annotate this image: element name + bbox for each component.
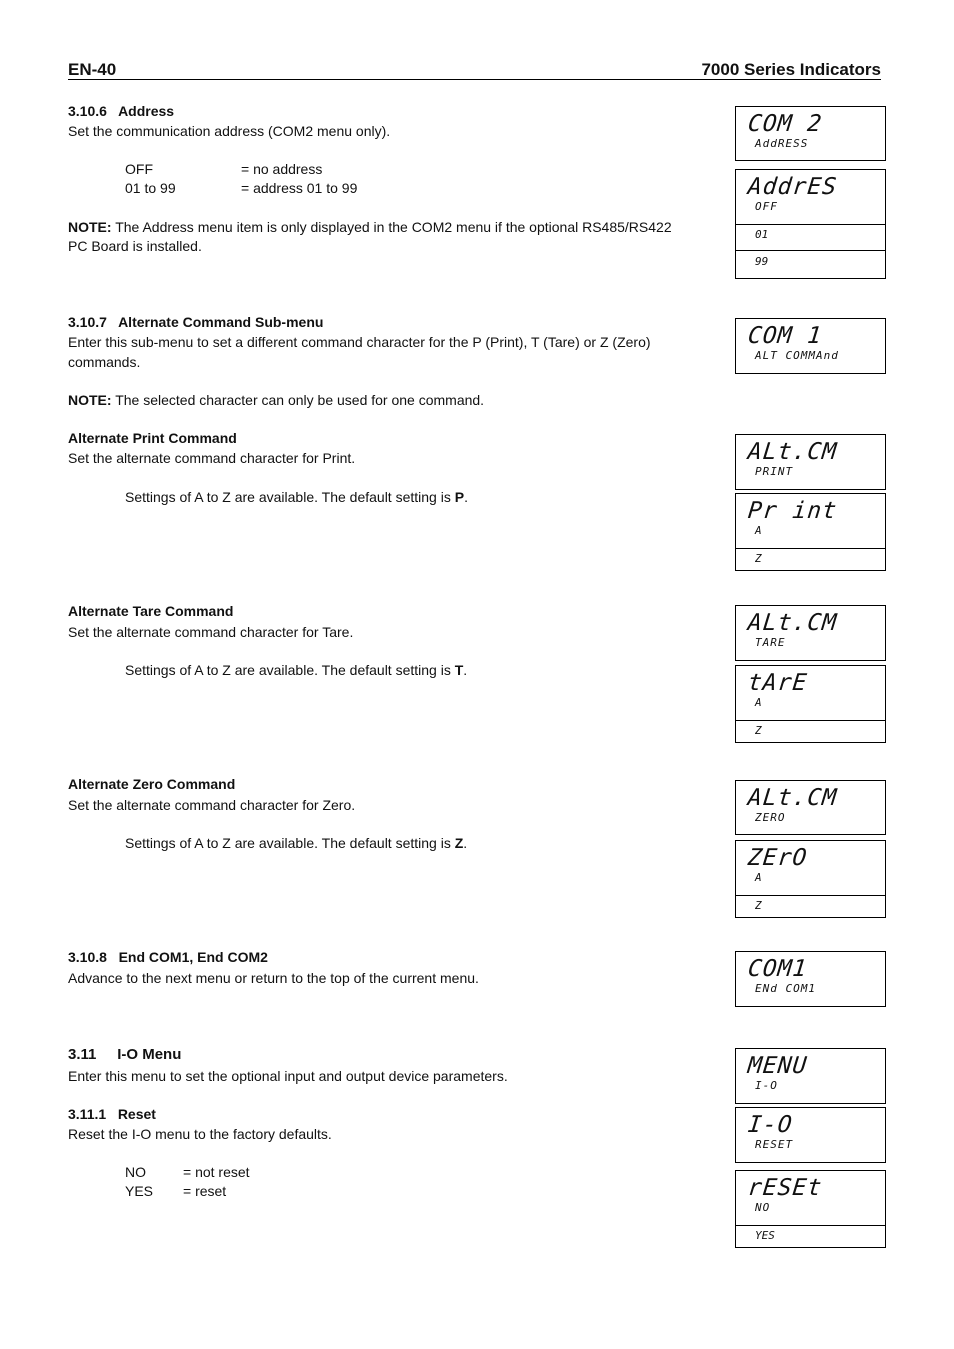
lcd-display-com2: [735, 106, 886, 161]
lcd-main-text: ALt.CM: [746, 785, 839, 811]
lcd-display-altcm-tare: [735, 605, 886, 661]
lcd-display-end-com1: [735, 951, 886, 1007]
tare-settings: [125, 661, 467, 680]
section-heading-reset: 3.11.1 Reset: [68, 1106, 156, 1122]
period: .: [463, 662, 468, 678]
section-description: Set the communication address (COM2 menu only).: [68, 123, 391, 139]
default-value: T: [454, 662, 464, 678]
lcd-sub-text: TARE: [755, 636, 786, 649]
lcd-display-zero: [735, 840, 886, 896]
lcd-sub-text: RESET: [755, 1138, 794, 1151]
lcd-option-text: 99: [755, 255, 769, 268]
note-label: NOTE:: [68, 219, 112, 235]
lcd-sub-text: I-O: [755, 1079, 778, 1092]
note-text: The selected character can only be used for one command.: [111, 392, 485, 408]
lcd-main-text: MENU: [746, 1053, 809, 1079]
lcd-main-text: rESEt: [746, 1175, 824, 1201]
lcd-main-text: tArE: [746, 670, 809, 696]
lcd-option-row: [735, 895, 886, 918]
lcd-option-text: Z: [755, 552, 762, 565]
lcd-display-menu-io: [735, 1048, 886, 1104]
lcd-sub-text: NO: [755, 1201, 771, 1214]
settings-text: Settings of A to Z are available. The default setting is: [125, 489, 455, 505]
lcd-display-reset: [735, 1170, 886, 1226]
lcd-main-text: ALt.CM: [746, 439, 839, 465]
lcd-display-altcm-print: [735, 434, 886, 490]
page-number: EN-40: [68, 60, 117, 79]
note-alt-command: [68, 391, 484, 410]
default-value: Z: [454, 835, 464, 851]
option-key: YES: [125, 1183, 154, 1199]
lcd-option-text: Z: [755, 724, 762, 737]
section-heading-address: 3.10.6 Address: [68, 103, 175, 119]
lcd-option-text: YES: [755, 1229, 775, 1242]
subheading-tare: Alternate Tare Command: [68, 603, 234, 619]
section-heading-alt-command: 3.10.7 Alternate Command Sub-menu: [68, 314, 324, 330]
lcd-sub-text: AddRESS: [755, 137, 809, 150]
lcd-display-com1-alt: [735, 318, 886, 374]
lcd-option-row: [735, 251, 886, 279]
lcd-display-tare: [735, 665, 886, 721]
lcd-main-text: Pr int: [746, 498, 839, 524]
default-value: P: [454, 489, 465, 505]
settings-text: Settings of A to Z are available. The default setting is: [125, 835, 455, 851]
option-key: OFF: [125, 161, 153, 177]
period: .: [463, 835, 468, 851]
lcd-main-text: AddrES: [746, 174, 839, 200]
document-title: 7000 Series Indicators: [701, 60, 881, 79]
lcd-display-address: [735, 169, 886, 225]
lcd-main-text: I-O: [746, 1112, 794, 1138]
zero-description: Set the alternate command character for Zero.: [68, 797, 356, 813]
period: .: [464, 489, 468, 505]
option-value: = not reset: [183, 1164, 250, 1180]
lcd-sub-text: A: [755, 871, 763, 884]
section-description: Reset the I-O menu to the factory defaults.: [68, 1126, 332, 1142]
lcd-option-text: Z: [755, 899, 762, 912]
lcd-main-text: COM 1: [746, 323, 824, 349]
lcd-display-io-reset: [735, 1107, 886, 1163]
lcd-option-row: [735, 1225, 886, 1248]
lcd-sub-text: ENd COM1: [755, 982, 816, 995]
lcd-main-text: COM 2: [746, 111, 824, 137]
lcd-sub-text: OFF: [755, 200, 778, 213]
lcd-display-altcm-zero: [735, 780, 886, 835]
zero-settings: [125, 834, 467, 853]
lcd-option-row: [735, 548, 886, 571]
subheading-print: Alternate Print Command: [68, 430, 237, 446]
note-text: The Address menu item is only displayed in the COM2 menu if the optional RS485/RS422: [111, 219, 672, 235]
print-settings: [125, 488, 468, 507]
section-description: Enter this menu to set the optional input and output device parameters.: [68, 1068, 508, 1084]
tare-description: Set the alternate command character for Tare.: [68, 624, 354, 640]
print-description: Set the alternate command character for Print.: [68, 450, 356, 466]
note-address: [68, 218, 672, 237]
lcd-sub-text: A: [755, 524, 763, 537]
lcd-option-row: [735, 224, 886, 251]
lcd-sub-text: PRINT: [755, 465, 794, 478]
option-value: = reset: [183, 1183, 227, 1199]
lcd-sub-text: ZERO: [755, 811, 786, 824]
subheading-zero: Alternate Zero Command: [68, 776, 236, 792]
settings-text: Settings of A to Z are available. The default setting is: [125, 662, 455, 678]
option-key: NO: [125, 1164, 146, 1180]
option-key: 01 to 99: [125, 180, 176, 196]
lcd-option-row: [735, 720, 886, 743]
section-description: Advance to the next menu or return to the top of the current menu.: [68, 970, 479, 986]
section-description-cont: commands.: [68, 354, 141, 370]
option-value: = no address: [241, 161, 323, 177]
section-heading-io-menu: 3.11 I-O Menu: [68, 1046, 182, 1063]
lcd-main-text: ALt.CM: [746, 610, 839, 636]
lcd-main-text: COM1: [746, 956, 809, 982]
note-label: NOTE:: [68, 392, 112, 408]
note-text-cont: PC Board is installed.: [68, 238, 202, 254]
section-description: Enter this sub-menu to set a different command character for the P (Print), T (Tare) or Z (Zero): [68, 334, 651, 350]
lcd-display-print: [735, 493, 886, 549]
lcd-main-text: ZErO: [746, 845, 809, 871]
lcd-sub-text: ALT COMMAnd: [755, 349, 839, 362]
lcd-option-text: 01: [755, 228, 769, 241]
lcd-sub-text: A: [755, 696, 763, 709]
header-rule: [68, 79, 881, 80]
section-heading-end-com: 3.10.8 End COM1, End COM2: [68, 949, 268, 965]
option-value: = address 01 to 99: [241, 180, 358, 196]
